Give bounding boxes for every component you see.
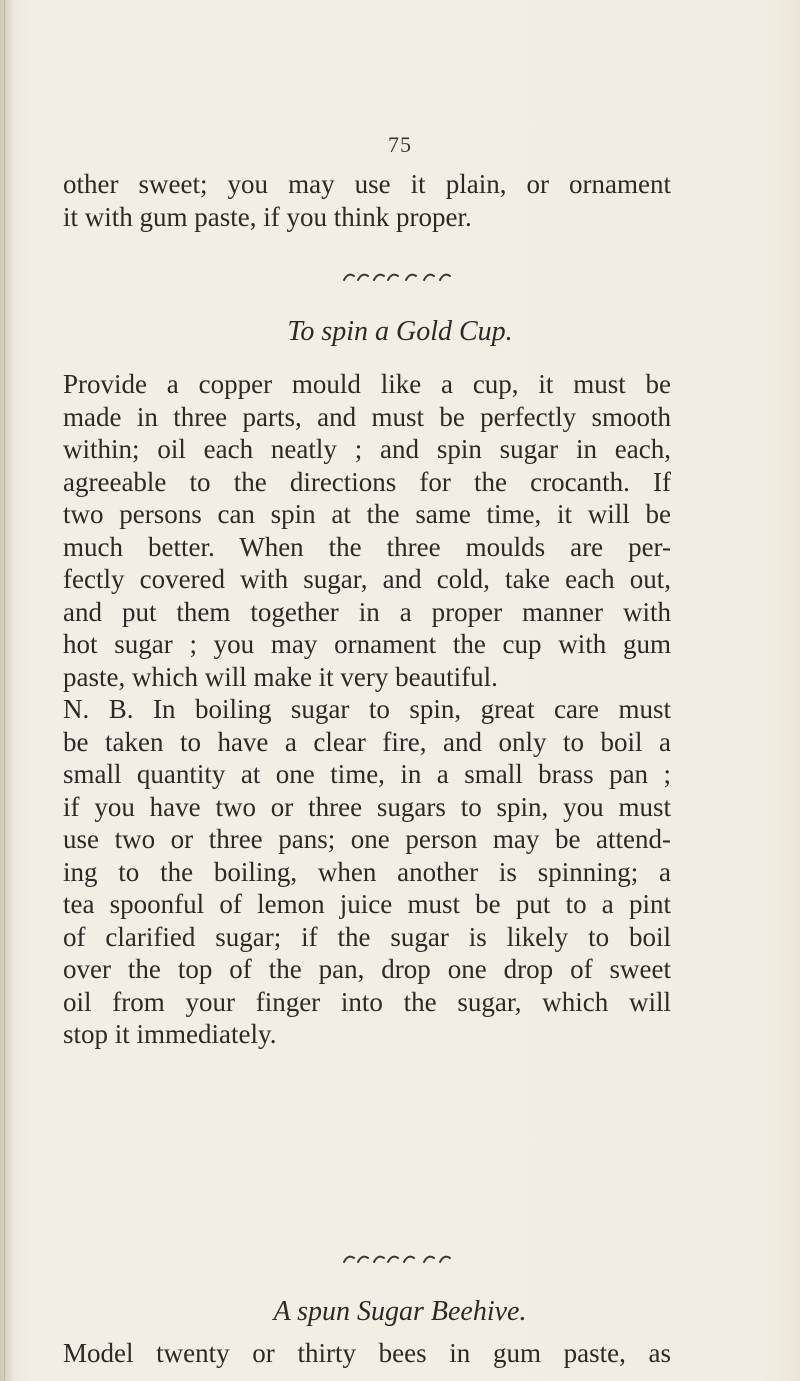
text-line: ing to the boiling, when another is spinning; a (63, 856, 671, 887)
text-line: hot sugar ; you may ornament the cup with gum (63, 629, 671, 659)
text-line: two persons can spin at the same time, it will be (63, 499, 671, 529)
text-line: much better. When the three moulds are per- (63, 531, 671, 562)
ornamental-divider (0, 268, 800, 288)
squiggle-divider-icon (340, 268, 460, 284)
page-number: 75 (388, 132, 412, 157)
text-line: and put them together in a proper manner with (63, 596, 671, 627)
text-line: tea spoonful of lemon juice must be put to a pint (63, 889, 671, 919)
text-line: made in three parts, and must be perfectly smooth (63, 401, 671, 432)
text-line: of clarified sugar; if the sugar is likely to boil (63, 921, 671, 952)
text-line: within; oil each neatly ; and spin sugar in each, (63, 434, 671, 464)
text-line: it with gum paste, if you think proper. (63, 201, 472, 232)
squiggle-divider-icon (340, 1250, 460, 1266)
text-line: agreeable to the directions for the crocanth. If (63, 466, 671, 497)
text-line: fectly covered with sugar, and cold, take each out, (63, 564, 671, 594)
page-binding-edge (0, 0, 14, 1381)
text-line: Provide a copper mould like a cup, it must be (63, 369, 671, 399)
text-line: oil from your finger into the sugar, which will (63, 986, 671, 1017)
ornamental-divider (0, 1250, 800, 1270)
text-line: Model twenty or thirty bees in gum paste, as (63, 1338, 671, 1368)
section-heading: To spin a Gold Cup. (287, 316, 513, 347)
text-line: be taken to have a clear fire, and only to boil a (63, 726, 671, 757)
text-line: stop it immediately. (63, 1019, 277, 1049)
section-body (63, 1337, 671, 1370)
text-line: other sweet; you may use it plain, or ornament (63, 169, 671, 199)
text-line: over the top of the pan, drop one drop of sweet (63, 954, 671, 984)
text-line: if you have two or three sugars to spin, you must (63, 791, 671, 822)
section-heading: A spun Sugar Beehive. (273, 1296, 527, 1327)
text-line: use two or three pans; one person may be attend- (63, 824, 671, 854)
text-line: N. B. In boiling sugar to spin, great care must (63, 694, 671, 724)
text-line: paste, which will make it very beautiful. (63, 661, 498, 692)
text-line: small quantity at one time, in a small brass pan ; (63, 759, 671, 789)
continued-paragraph (63, 168, 671, 233)
section-body (63, 368, 671, 1051)
